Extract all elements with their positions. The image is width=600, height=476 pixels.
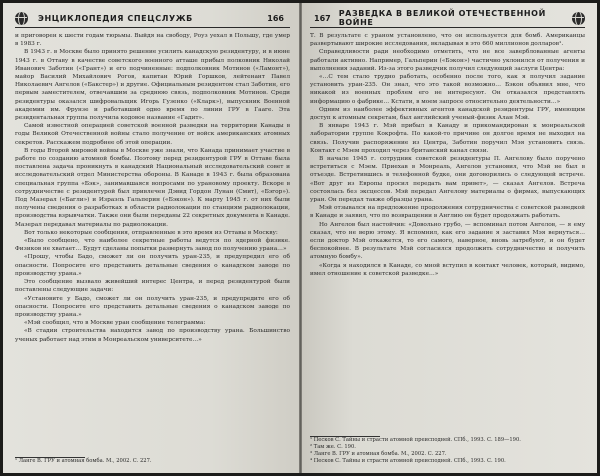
- paragraph: Одним из наиболее эффективных агентов канадской резидентуры ГРУ, имеющим доступ к атомным секретам, был английский ученый-физик Алан Мэй.: [310, 106, 585, 122]
- page-header: [15, 9, 290, 28]
- page-number: 166: [267, 13, 284, 23]
- page-number: 167: [314, 13, 331, 23]
- footnote: ¹ Песков С. Тайны и страсти атомной преисподней. СПб., 1993. С. 189—190.: [310, 437, 521, 443]
- right-page: [300, 3, 597, 473]
- globe-icon: [15, 12, 28, 25]
- paragraph: В 1943 г. в Москве было принято решение усилить канадскую резидентуру, и в июне 1943 г. в Оттаву в качестве советского военного атташе прибыл полковник Николай Иванович Заботин («Грант») и его подчиненные: подполковник Мотинов («Ламонт»), майор Василий Михайлович Рогов, капитан Юрий Горшков, лейтенант Павел Николаевич Ангелов («Бакстер») и другие. Официальным резидентом стал Заботин, его первым заместителем, отвечавшим за среднюю связь, подполковник Мотинов. Среди резидентуры оказался шифровальщик Игорь Гузенко («Кларк»), выпускник Военной академии им. Фрунзе и работавший одно время по линии ГРУ в Гааге. Эта резидентальная группа получила кодовое название «Гадит».: [15, 49, 290, 122]
- footnote: ² Там же. С. 190.: [310, 444, 356, 450]
- paragraph: Но Ангелов был настойчив: «Довольно грубо, — вспоминал потом Ангелов, — я ему сказал, что не верю этому. Я вспомнил, как его задание я заставил Мэя вернуться… если доктор Мэй откажется, то его самого, наверное, вновь затребуют, и он будет беспокойнее. В результате Мэй согласился продолжить сотрудничество и получить атомную бомбу».: [310, 221, 585, 261]
- paragraph: В годы Второй мировой войны в Москве уже знали, что Канада принимает участие в работе по созданию атомной бомбы. Поэтому перед резидентурой ГРУ в Оттаве была поставлена задача проникнуть в канадский Национальный исследовательский совет и исследовательский отдел Министерства обороны. В Канаде в 1943 г. была образована специальная группа «Бэк», занимавшаяся вопросами по урановому проекту. Вскоре в сотрудничестве с резидентурой был привлечен Дэвид Гордон Лунан (Смит), «Бэгор»). Под Мазерал («Багли») и Израэль Гальперин («Бэкон»). К марту 1945 г. от них были получены сведения о разработках в области радиолокации по станциям радиолокации, производства взрывчатки. Также они были переданы 22 секретных документа в Канаде. Мазерал передавал материалы по радиолокации.: [15, 147, 290, 228]
- page-body: [310, 32, 585, 278]
- paragraph: «В стадии строительства находится завод по производству урана. Большинство ученых работает над этим в Монреальском университете…»: [15, 328, 290, 343]
- footnote: ³ Ланге В. ГРУ и атомная бомба. М., 2002. С. 227.: [310, 451, 447, 457]
- paragraph: Это сообщение вызвало живейший интерес Центра, и перед резидентурой были поставлены следующие задачи:: [15, 279, 290, 294]
- page-body: [15, 32, 290, 344]
- paragraph: В начале 1945 г. сотрудник советской резидентуры П. Ангелову было поручено встретиться с Мэем. Приехав в Монреаль, Ангелов установил, что Мэй не был в отъезде. Встретившись в телефонной будке, они договорились о следующей встрече. «Вот друг из Европы просил передать вам привет», — сказал Ангелов. Встреча состоялась без эксцессов. Мэй передал Ангелову материалы о фирмах, выпускающих уран. Он передал также образцы урана.: [310, 156, 585, 204]
- globe-icon: [572, 12, 585, 25]
- left-page: [3, 3, 300, 473]
- paragraph: «…С тем стало трудно работать, особенно после того, как я получил задание установить уран-235. Он знал, что это такой возможно… Бэкон объявил мне, что никакой из военных проблем его не интересуют. Он отказался представлять информацию о фабрике… Кстати, в моем запросе относительно деятельности…»: [310, 74, 585, 105]
- book-spread: [3, 3, 597, 473]
- paragraph: В январе 1943 г. Мэй прибыл в Канаду и прикомандирован к монреальской лаборатории группе Кокрофта. По какой-то причине он долгое время не выходил на связь. Получив распоряжение из Центра, Заботин поручил Мэя установить связь. Контакт с Мэем проходил через британский канал связи.: [310, 123, 585, 154]
- footnote: ⁴ Песков С. Тайны и страсти атомной преисподней. СПб., 1993. С. 190.: [310, 458, 506, 464]
- paragraph: Самой известной операцией советской военной разведки на территории Канады в годы Великой Отечественной войны стало получение от войск американских атомных секретов. Расскажем подробнее об этой операции.: [15, 123, 290, 146]
- paragraph: «Было сообщено, что наиболее секретные работы ведутся по ядерной физике. Физиков не хватает… Будут сделаны попытки развернуть завод по получению урана…»: [15, 238, 290, 253]
- paragraph: «Мэй сообщил, что в Москве уран сообщение телеграмма:: [24, 320, 206, 327]
- footnotes: [15, 457, 290, 465]
- paragraph: «Прошу, чтобы Бадо, сможет ли он получить уран-235, и предупредил его об опасности. Попросите его представить детальные сведения о канадском заводе по производству урана.»: [15, 254, 290, 277]
- footnote: ¹ Ланге В. ГРУ и атомная бомба. М., 2002. С. 227.: [15, 458, 152, 464]
- paragraph: Вот только некоторые сообщения, отправленные в это время из Оттавы в Москву:: [24, 229, 278, 236]
- footnotes: [310, 436, 585, 465]
- running-title: РАЗВЕДКА В ВЕЛИКОЙ ОТЕЧЕСТВЕННОЙ ВОЙНЕ: [338, 9, 546, 27]
- running-title: ЭНЦИКЛОПЕДИЯ СПЕЦСЛУЖБ: [38, 13, 193, 23]
- page-header: [310, 9, 585, 28]
- paragraph: Мэй отзывался на предложение продолжения сотрудничества с советской разведкой в Канаде и заявил, что по возвращении в Англию он будет продолжать работать.: [310, 205, 585, 220]
- paragraph: и приговорен к шести годам тюрьмы. Выйдя на свободу, Роуз уехал в Польшу, где умер в 1983 г.: [15, 33, 290, 48]
- book-spine: [299, 3, 302, 473]
- paragraph: Справедливости ради необходимо отметить, что не все заверблованные агенты работали активно. Например, Гальперин («Бэкон») частично уклонился от получения и выполнения заданий. Из-за этого разведчик получил следующий заслуги Центра:: [310, 49, 585, 72]
- paragraph: «Когда я находился в Канаде, со мной вступил в контакт человек, который, видимо, имел отношение к советской разведке…»: [310, 262, 585, 277]
- paragraph: «Установите у Бадо, сможет ли он получить уран-235, и предупредите его об опасности. Попросите его представить детальные сведения о канадском заводе по производству урана.»: [15, 295, 290, 318]
- paragraph: Т. В результате с ураном установлено, что он используется для бомб. Американцы развертывают широкие исследования, вкладывая в это 660 миллионов долларов¹.: [310, 33, 585, 48]
